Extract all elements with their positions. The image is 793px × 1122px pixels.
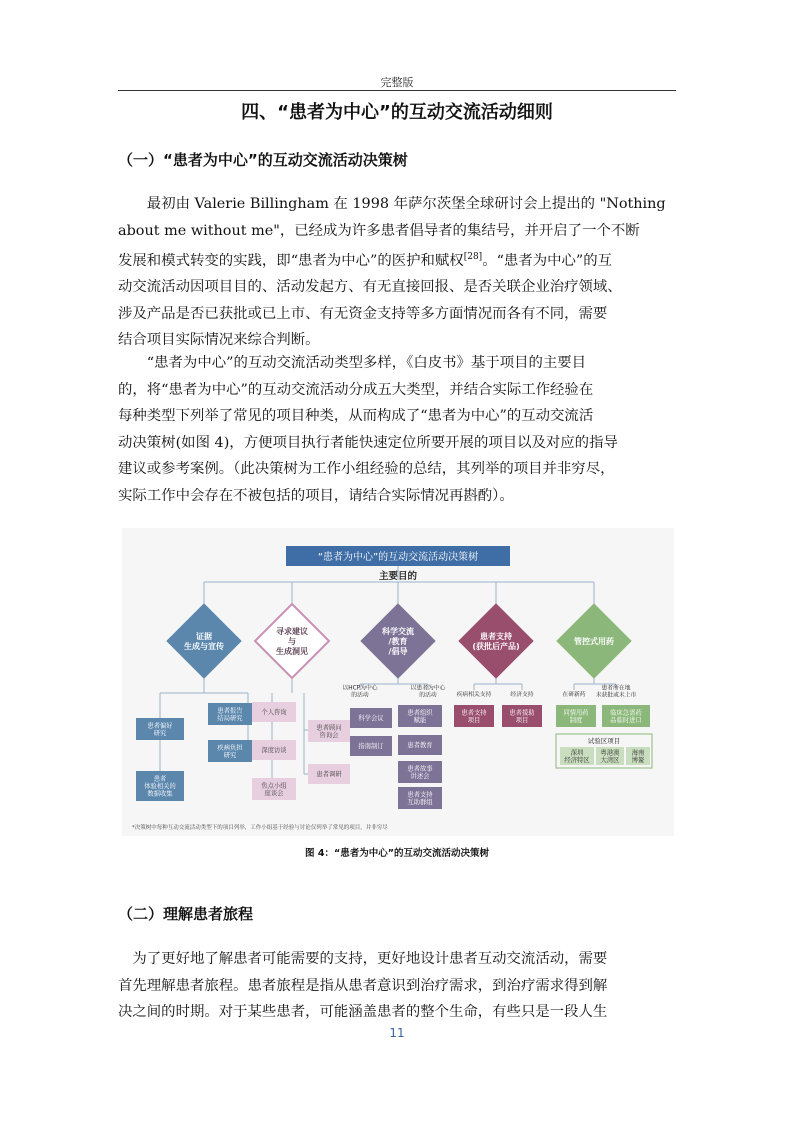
page-number: 11 (389, 1026, 405, 1040)
text-line: 实际工作中会存在不被包括的项目，请结合实际情况再斟酌）。 (118, 487, 514, 504)
text-line: about me without me"，已经成为许多患者倡导者的集结号，并开启了一个不断 (118, 222, 640, 239)
page-header: 完整版 (380, 76, 414, 89)
trial-2: 粤港澳大湾区 (600, 749, 620, 764)
branch3-col0-2: 患者调研 (316, 771, 342, 778)
branch4-sub2: 经济支持 (510, 692, 534, 698)
branch1-right-2: 疾病负担研究 (217, 744, 243, 759)
branch3-col2-4: 患者支持互助群组 (407, 791, 433, 806)
branch1-left-1: 患者偏好研究 (147, 722, 173, 737)
branch2-item-3: 焦点小组座谈会 (261, 782, 287, 797)
figure-footnote: *决策树中每种互动交流活动类型下的项目列举，工作小组基于经验与讨论仅列举了常见的项目，并非穷尽 (132, 825, 388, 831)
branch1-left-2: 患者体验相关的数据收集 (144, 775, 176, 798)
branch3-sub1: 以HCP为中心的活动 (342, 685, 378, 699)
branch3-col1-2: 指南制订 (358, 743, 384, 750)
text-line: 最初由 Valerie Billingham 在 1998 年萨尔茨堡全球研讨会上提出的 "Nothing (146, 196, 666, 212)
branch4-box-2: 患者援助项目 (509, 709, 535, 724)
branch3-col2-1: 患者组织赋能 (407, 709, 433, 724)
branch-label-2: 寻求建议与生成洞见 (276, 627, 308, 656)
branch-diamond-4 (459, 604, 533, 678)
text-line: 每种类型下列举了常见的项目种类，从而构成了“患者为中心”的互动交流活 (118, 408, 594, 424)
branch3-col1-1: 科学会议 (358, 715, 384, 722)
tree-root: 主要目的 (378, 571, 418, 582)
chapter-title: 四、“患者为中心”的互动交流活动细则 (241, 102, 553, 123)
branch1-right-1: 患者报告结局研究 (217, 707, 243, 722)
branch5-box-2: 临床急需药品临时进口 (610, 709, 642, 724)
text-line: 为了更好地了解患者可能需要的支持，更好地设计患者互动交流活动，需要 (132, 951, 608, 967)
branch-label-3: 科学交流/教育/倡导 (382, 627, 414, 656)
text-line: “患者为中心”的互动交流活动类型多样，《白皮书》基于项目的主要目 (146, 355, 587, 371)
branch-diamond-1 (167, 604, 241, 678)
text-line: 动决策树(如图 4)，方便项目执行者能快速定位所要开展的项目以及对应的指导 (118, 434, 618, 451)
branch-label-1: 证据生成与宣传 (184, 632, 224, 651)
text-line: 动交流活动因项目目的、活动发起方、有无直接回报、是否关联企业治疗领域、 (118, 279, 622, 296)
branch2-item-2: 深度访谈 (261, 747, 287, 754)
text-line: 涉及产品是否已获批或已上市、有无资金支持等多方面情况而各有不同，需要 (118, 305, 608, 322)
branch3-sub2: 以患者为中心的活动 (410, 685, 446, 699)
section2-heading: （二）理解患者旅程 (118, 905, 254, 923)
text-line: 发展和模式转变的实践，即“患者为中心”的医护和赋权[28]。“患者为中心”的互 (118, 252, 613, 269)
branch5-sub2: 患者所在地未获批或未上市 (595, 685, 637, 699)
section1-paragraph2 (118, 350, 676, 509)
decision-tree-figure (122, 528, 674, 836)
branch3-col2-3: 患者故事讲述会 (407, 765, 433, 780)
trial-1: 深圳经济特区 (564, 749, 590, 764)
branch4-sub1: 疾病相关支持 (456, 692, 492, 698)
decision-tree-svg (122, 528, 674, 836)
text-line: 建议或参考案例。（此决策树为工作小组经验的总结，其列举的项目并非穷尽， (118, 461, 615, 477)
text-line: 首先理解患者旅程。患者旅程是指从患者意识到治疗需求，到治疗需求得到解 (118, 977, 608, 994)
tree-title: “患者为中心”的互动交流活动决策树 (317, 552, 479, 563)
branch2-item-1: 个人咨询 (261, 709, 287, 716)
text-line: 的，将“患者为中心”的互动交流活动分成五大类型，并结合实际工作经验在 (118, 381, 594, 398)
branch3-col2-2: 患者教育 (407, 742, 433, 749)
text-line: 决之间的时期。对于某些患者，可能涵盖患者的整个生命，有些只是一段人生 (118, 1004, 608, 1020)
branch-label-4: 患者支持(获批后产品) (472, 632, 520, 651)
branch4-box-1: 患者支持项目 (461, 709, 487, 724)
header-rule (118, 90, 676, 91)
branch-label-5: 管控式用药 (574, 637, 614, 646)
section1-paragraph1 (118, 191, 676, 354)
branch5-box-1: 同情用药制度 (563, 709, 589, 724)
section2-paragraph1 (118, 946, 676, 1026)
branch3-col0-1: 患者顾问咨询会 (316, 724, 342, 739)
branch5-sub1: 在研新药 (562, 692, 586, 698)
section1-heading: （一）“患者为中心”的互动交流活动决策树 (118, 151, 408, 169)
figure-caption: 图 4：“患者为中心”的互动交流活动决策树 (305, 848, 489, 859)
trial-zone-label: 试验区项目 (587, 737, 621, 745)
citation: [28] (463, 252, 483, 262)
text-line: 结合项目实际情况来综合判断。 (118, 332, 320, 349)
trial-3: 海南博鳌 (631, 749, 645, 764)
